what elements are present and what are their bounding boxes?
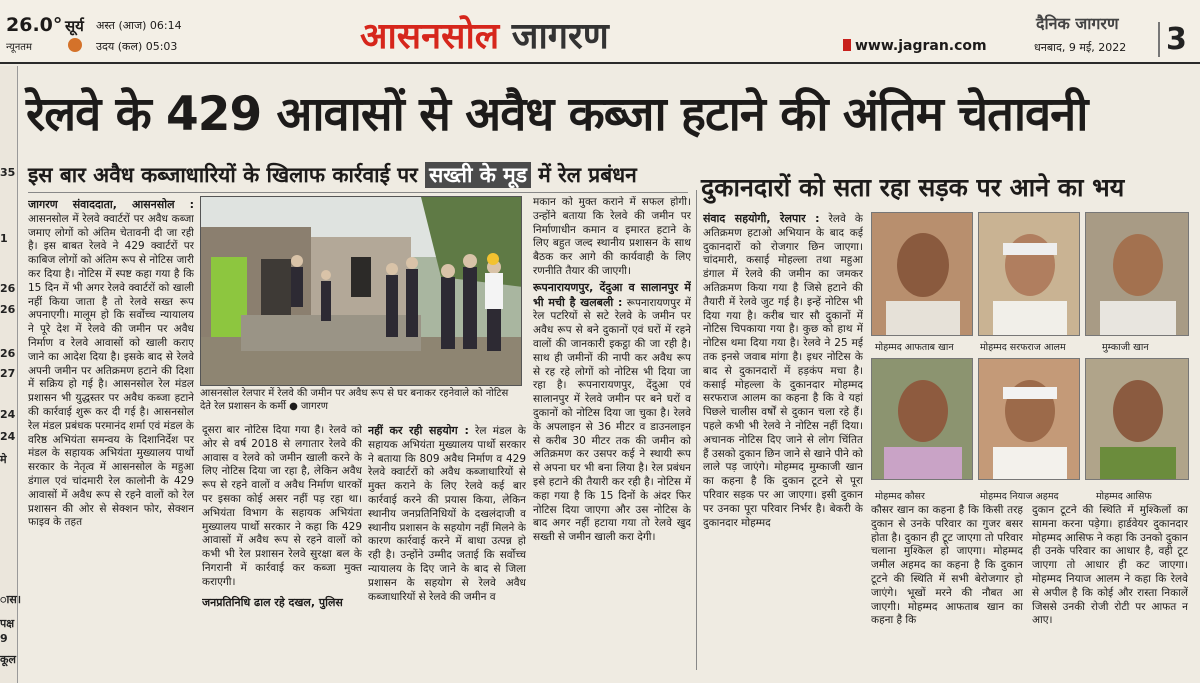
logo-city: आसनसोल	[360, 15, 500, 57]
strip-text: 26	[0, 303, 16, 316]
strip-text: 27	[0, 367, 16, 380]
side-story-text: रेलवे के अतिक्रमण हटाओ अभियान के बाद कई दुकानदारों को रोजगार छिन जाएगा। चांदमारी, कसाई मोहल्ला तथा महुआ डंगाल में रेलवे की जमीन का जमकर अतिक्रमण किया गया है जिसे हटाने की तैयारी में रेलवे जुट गई है। इन्हें नोटिस भी दिया गया है। करीब चार सौ दुकानों में नोटिस चिपकाया गया है। कुछ को हाथ में नोटिस थमा दिया गया है। रेलवे ने 25 मई तक इनसे जवाब मांगा है। इधर नोटिस के बाद से दुकानदारों में हड़कंप मचा है। कसाई मोहल्ला के दुकानदार मोहम्मद सरफराज आलम का कहना है कि वे यहां पिछले चालीस वर्षों से दुकान चला रहे हैं। पहले कभी भी रेलवे ने नोटिस नहीं दिया। अचानक नोटिस दिए जाने से लोग चिंतित हैं उसको दुकान छिन जाने से खाने पीने को लाले पड़ जाएंगे। मोहम्मद मुम्काजी खान का कहना है कि दुकान टूटने से पूरा परिवार सड़क पर आ जाएगा। इसी दुकान पर उनका पूरा परिवार निर्भर है। बेकरी के दुकानदार मोहम्मद	[703, 213, 863, 529]
strip-text: मे	[0, 453, 7, 466]
sun-label: सूर्य	[65, 17, 84, 35]
news-photo	[200, 196, 522, 386]
strip-text: 9	[0, 632, 8, 645]
photo-caption: आसनसोल रेलपार में रेलवे की जमीन पर अवैध रूप से घर बनाकर रहनेवाले को नोटिस देते रेल प्रशासन के कर्मी ● जागरण	[200, 388, 509, 412]
strip-text: कूल	[0, 653, 16, 666]
sub-headline-after: में रेल प्रबंधन	[538, 163, 637, 187]
sub-headline-highlight: सख्ती के मूड	[425, 162, 531, 188]
story-subhead: रूपनारायणपुर, देंदुआ व सालानपुर में भी मची है खलबली :	[533, 280, 691, 309]
main-headline: रेलवे के 429 आवासों से अवैध कब्जा हटाने की अंतिम चेतावनी	[26, 87, 1088, 142]
temperature-label: न्यूनतम	[6, 42, 32, 53]
portrait-photo	[978, 212, 1080, 336]
story-text: दूसरा बार नोटिस दिया गया है। रेलवे को ओर से वर्ष 2018 से लगातार रेलवे की आवास व रेलवे को जमीन खाली करने के लिए नोटिस दिया जा रहा है, लेकिन अवैध रूप से रहने वालों व अवैध निर्माण धारकों पर इसका कोई असर नहीं पड़ रहा था। अभियंता विभाग के सहायक अभियंता मुख्यालय पार्थो सरकार ने कहा कि 429 आवासों में अवैध रूप से रहने वालों को कभी भी रेल प्रशासन रेलवे सुरक्षा बल के निगरानी में कार्रवाई कर कब्जा मुक्त कराएगी।	[202, 424, 362, 588]
portrait-label: मोहम्मद नियाज अहमद	[980, 491, 1059, 502]
sub-headline	[28, 161, 637, 189]
portrait-photo	[1085, 212, 1189, 336]
story-column-2	[202, 424, 362, 668]
story-column-1	[28, 198, 194, 668]
portrait-photo	[978, 358, 1080, 480]
side-story-text: कौसर खान का कहना है कि किसी तरह दुकान से उनके परिवार का गुजर बसर होता है। दुकान ही टूट जाएगा तो परिवार चलाना मुश्किल हो जाएगा। मोहम्मद जमील अहमद का कहना है कि दुकान टूटने की स्थिति में सभी बेरोजगार हो जाएंगे। भूखों मरने की नौबत आ जाएगी। मोहम्मद आफताब खान का कहना है कि	[871, 504, 1023, 627]
website-text: www.jagran.com	[855, 38, 987, 54]
side-story-text: दुकान टूटने की स्थिति में मुश्किलों का सामना करना पड़ेगा। हार्डवेयर दुकानदार मोहम्मद आसिफ ने कहा कि उनको दुकान ही उनके परिवार का आधार है, वही टूट जाएगा तो आधार ही कट जाएगा। मोहम्मद नियाज आलम ने कहा कि रेलवे से अपील है कि कोई और रास्ता निकालें जिससे उनकी रोजी रोटी पर आफत न आए।	[1032, 504, 1188, 627]
website-link[interactable]	[843, 38, 987, 54]
jagran-mark-icon	[843, 39, 851, 51]
railway-colony-photo	[201, 197, 522, 386]
sub-headline-before: इस बार अवैध कब्जाधारियों के खिलाफ कार्रवाई पर	[28, 163, 418, 187]
portrait-label: मोहम्मद सरफराज आलम	[980, 342, 1066, 353]
column-divider	[696, 190, 697, 670]
strip-text: 24	[0, 408, 16, 421]
story-column-3	[368, 424, 526, 668]
portrait-label: मुम्काजी खान	[1102, 342, 1149, 353]
portrait-photo	[871, 212, 973, 336]
sunrise-time: उदय (कल) 05:03	[96, 40, 178, 53]
temperature: 26.0°	[6, 14, 63, 36]
sun-icon	[68, 38, 82, 52]
story-column-4	[533, 196, 691, 668]
story-text: रूपनारायणपुर में रेल पटरियों से सटे रेलवे के जमीन पर अवैध रूप से बने दुकानों एवं घरों में रहने वालों की जानकारी इकट्ठा की जा रही है। साथ ही जमीनों की नापी कर अवैध रूप से रह रहे लोगों को नोटिस भी दिया जा रहा है। रूपनारायणपुर, देंदुआ एवं सालानपुर में रेलवे जमीन पर बने घरों व दुकानों को नोटिस दिया जा चुका है। रेलवे के अपलाइन से 36 मीटर व डाउनलाइन से करीब 30 मीटर तक की जमीन को अतिक्रमण कर उसपर कई ने स्थायी रूप से अपना घर भी बना लिया है। रेल प्रबंधन इसे हटाने की तैयारी कर रही है। नोटिस में कहा गया है कि 15 दिनों के अंदर फिर नोटिस दिया जाएगा और उस नोटिस के बाद अगर नहीं हटाया गया तो रेलवे खुद सख्ती से जमीन खाली करा देगी।	[533, 296, 691, 544]
story-text: रेल मंडल के सहायक अभियंता मुख्यालय पार्थो सरकार ने बताया कि 809 अवैध निर्माण व 429 रेलवे क्वार्टरों को अवैध कब्जाधारियों से मुक्त कराने के लिए रेलवे कई बार कार्रवाई करने की प्रयास किया, लेकिन स्थानीय जनप्रतिनिधियों के दखलंदाजी व स्थानीय प्रशासन के सहयोग नहीं मिलने के कारण कार्रवाई करने में बाधा उत्पन्न हो रही है। उन्होंने उम्मीद जताई कि सर्वोच्च न्यायालय के दिए जाने के बाद से जिला प्रशासन के सहयोग से रेलवे अवैध कब्जाधारियों से रेलवे की जमीन व	[368, 425, 526, 603]
side-story-column-1	[703, 212, 863, 668]
side-headline: दुकानदारों को सता रहा सड़क पर आने का भय	[701, 173, 1125, 202]
page-number: 3	[1158, 22, 1187, 57]
story-text: मकान को मुक्त कराने में सफल होगी। उन्होंने बताया कि रेलवे की जमीन पर निर्माणाधीन कमान व इमारत हटाने के लिए बहुत जल्द स्थानीय प्रशासन के साथ बैठक कर आगे की कार्यवाही के लिए रणनीति तैयार की जाएगी।	[533, 196, 691, 277]
edition-logo	[360, 10, 609, 59]
portrait-photo	[871, 358, 973, 480]
portrait-label: मोहम्मद आसिफ	[1096, 491, 1152, 502]
divider	[28, 192, 688, 193]
strip-text: पक्ष	[0, 617, 15, 630]
side-story-column-2	[871, 504, 1023, 668]
portrait-label: मोहम्मद आफताब खान	[875, 342, 954, 353]
strip-text: 24	[0, 430, 16, 443]
story-text: आसनसोल में रेलवे क्वार्टरों पर अवैध कब्जा जमाए लोगों को अंतिम चेतावनी दी जा रही है। इस बाबत रेलवे ने 429 क्वार्टरों पर काबिज लोगों को अंतिम रूप से नोटिस जारी कर दिया है। नोटिस में स्पष्ट कहा गया है कि 15 दिन में भी अगर रेलवे क्वार्टरों को खाली नहीं किया जाता है तो रेलवे सख्त रूप अपनाएगी। मालूम हो कि सर्वोच्च न्यायालय ने पूरे देश में रेलवे की जमीन पर अवैध निर्माण व रेलवे आवासों को खाली कराए जाने का आदेश दिया है। इसके बाद से रेलवे अपनी जमीन पर अतिक्रमण हटाने की दिशा में सक्रिय हो गई है। आसनसोल रेल मंडल प्रशासन भी युद्धस्तर पर अवैध कब्जा हटाने की कार्रवाई शुरू कर दी गई है। आसनसोल रेल मंडल प्रबंधक परमानंद शर्मा एवं मंडल के वरिष्ठ अभियंता समन्वय के दिशानिर्देश पर मंडल के सहायक अभियंता मुख्यालय पार्थो सरकार के नेतृत्व में आसनसोल के महुआ डंगाल एवं चांदमारी रेल कालोनी के 429 आवासों में अवैध रूप से रहने वालों को रेल प्रशासन की ओर से सेक्शन फोर, सेक्शन फाइव के तहत	[28, 212, 194, 529]
side-byline: संवाद सहयोगी, रेलपार :	[703, 212, 820, 225]
strip-text: 26	[0, 282, 16, 295]
strip-text: 35	[0, 166, 16, 179]
story-subhead: नहीं कर रही सहयोग :	[368, 424, 469, 437]
story-subhead: जनप्रतिनिधि ढाल रहे दखल, पुलिस	[202, 595, 343, 609]
logo-brand: जागरण	[511, 15, 609, 57]
portrait-photo	[1085, 358, 1189, 480]
strip-text: 26	[0, 347, 16, 360]
side-story-column-3	[1032, 504, 1188, 668]
sunset-time: अस्त (आज) 06:14	[96, 19, 182, 32]
paper-name: दैनिक जागरण	[1036, 14, 1119, 33]
dateline: धनबाद, 9 मई, 2022	[1034, 41, 1127, 54]
strip-text: 1	[0, 232, 8, 245]
portrait-label: मोहम्मद कौसर	[875, 491, 925, 502]
byline: जागरण संवाददाता, आसनसोल :	[28, 198, 194, 211]
strip-text: ास।	[0, 593, 21, 606]
